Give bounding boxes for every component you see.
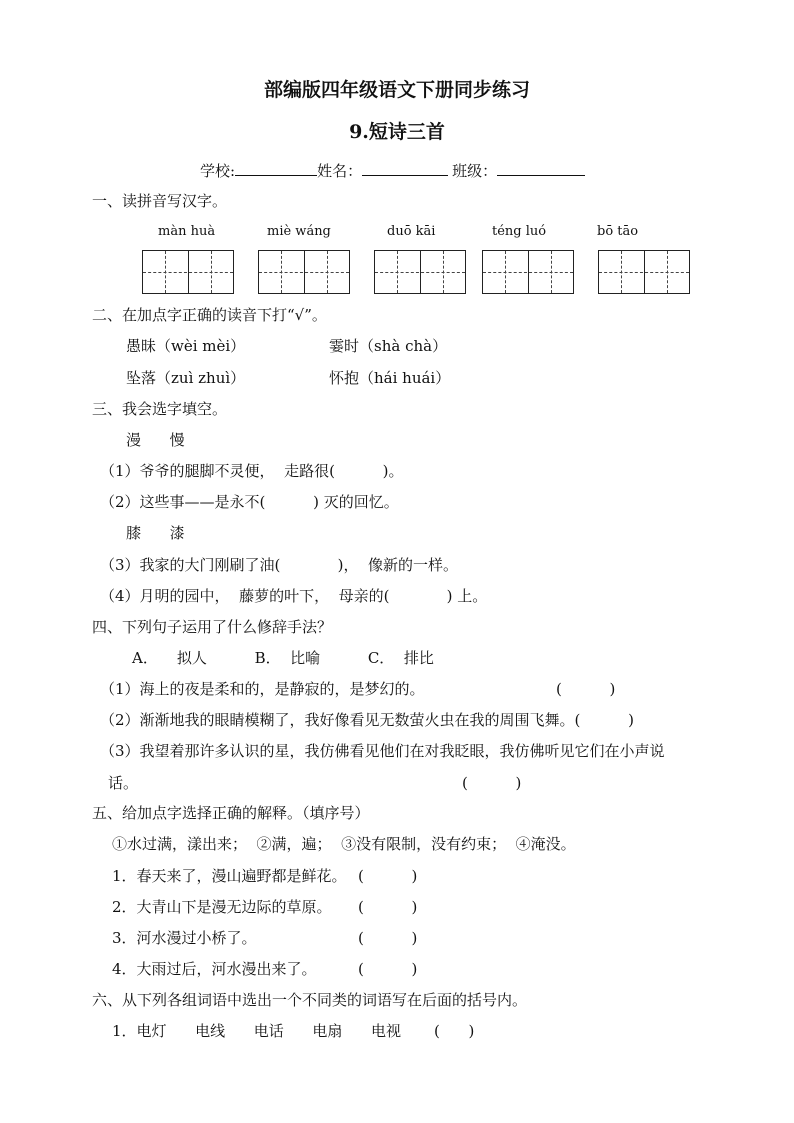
school-label: 学校: <box>200 162 236 180</box>
reading-item-3: 坠落（zuì zhuì） <box>126 369 246 387</box>
reading-item-2: 霎时（shà chà） <box>329 337 448 355</box>
rhetoric-answer-3[interactable]: ( ) <box>462 774 522 792</box>
meaning-answer-3[interactable]: ( ) <box>358 929 418 947</box>
odd-one-out-answer-1[interactable]: ( ) <box>434 1022 475 1040</box>
pinyin-2: miè wáng <box>267 224 331 239</box>
rhetoric-answer-1[interactable]: ( ) <box>556 680 616 698</box>
section2-heading: 二、在加点字正确的读音下打“√”。 <box>92 306 327 324</box>
section3-heading: 三、我会选字填空。 <box>92 400 228 418</box>
section4-heading: 四、下列句子运用了什么修辞手法？ <box>92 618 333 636</box>
writing-grid-1[interactable] <box>142 250 234 294</box>
pinyin-3: duō kāi <box>387 224 436 239</box>
name-blank[interactable] <box>362 160 448 176</box>
section5-heading: 五、给加点字选择正确的解释。（填序号） <box>92 804 370 822</box>
section1-heading: 一、读拼音写汉字。 <box>92 192 228 210</box>
meaning-question-4: 4．大雨过后，河水漫出来了。 <box>112 960 317 978</box>
school-blank[interactable] <box>235 160 317 176</box>
meaning-question-2: 2．大青山下是漫无边际的草原。 <box>112 898 332 916</box>
class-blank[interactable] <box>497 160 585 176</box>
rhetoric-question-2: （2）渐渐地我的眼睛模糊了，我好像看见无数萤火虫在我的周围飞舞。( ) <box>100 711 634 729</box>
fill-question-1: （1）爷爷的腿脚不灵便， 走路很( )。 <box>100 462 404 480</box>
char-choice-1: 漫 慢 <box>126 431 185 449</box>
writing-grid-3[interactable] <box>374 250 466 294</box>
fill-question-3: （3）我家的大门刚刷了油( )， 像新的一样。 <box>100 556 459 574</box>
info-line <box>200 160 585 181</box>
writing-grid-4[interactable] <box>482 250 574 294</box>
definition-options: ①水过满，漾出来； ②满，遍； ③没有限制，没有约束； ④淹没。 <box>112 835 576 853</box>
pinyin-4: téng luó <box>492 224 547 239</box>
odd-one-out-question-1: 1．电灯 电线 电话 电扇 电视 <box>112 1022 401 1040</box>
rhetoric-options: A． 拟人 B． 比喻 C． 排比 <box>132 649 434 667</box>
pinyin-1: màn huà <box>158 224 216 239</box>
reading-item-1: 愚昧（wèi mèi） <box>126 337 246 355</box>
meaning-question-3: 3．河水漫过小桥了。 <box>112 929 257 947</box>
name-label: 姓名： <box>317 162 363 180</box>
char-choice-2: 膝 漆 <box>126 524 185 542</box>
meaning-answer-1[interactable]: ( ) <box>358 867 418 885</box>
fill-question-2: （2）这些事——是永不( ) 灭的回忆。 <box>100 493 399 511</box>
section6-heading: 六、从下列各组词语中选出一个不同类的词语写在后面的括号内。 <box>92 991 528 1009</box>
rhetoric-question-1: （1）海上的夜是柔和的，是静寂的，是梦幻的。 <box>100 680 425 698</box>
rhetoric-question-3-cont: 话。 <box>108 774 139 792</box>
writing-grid-2[interactable] <box>258 250 350 294</box>
writing-grid-5[interactable] <box>598 250 690 294</box>
lesson-title: 9.短诗三首 <box>349 121 445 143</box>
class-label: 班级： <box>452 162 498 180</box>
rhetoric-question-3: （3）我望着那许多认识的星，我仿佛看见他们在对我眨眼，我仿佛听见它们在小声说 <box>100 742 665 760</box>
reading-item-4: 怀抱（hái huái） <box>329 369 451 387</box>
worksheet-title: 部编版四年级语文下册同步练习 <box>263 79 530 101</box>
fill-question-4: （4）月明的园中， 藤萝的叶下， 母亲的( ) 上。 <box>100 587 488 605</box>
meaning-answer-2[interactable]: ( ) <box>358 898 418 916</box>
meaning-answer-4[interactable]: ( ) <box>358 960 418 978</box>
meaning-question-1: 1．春天来了，漫山遍野都是鲜花。 <box>112 867 347 885</box>
pinyin-5: bō tāo <box>597 224 639 239</box>
